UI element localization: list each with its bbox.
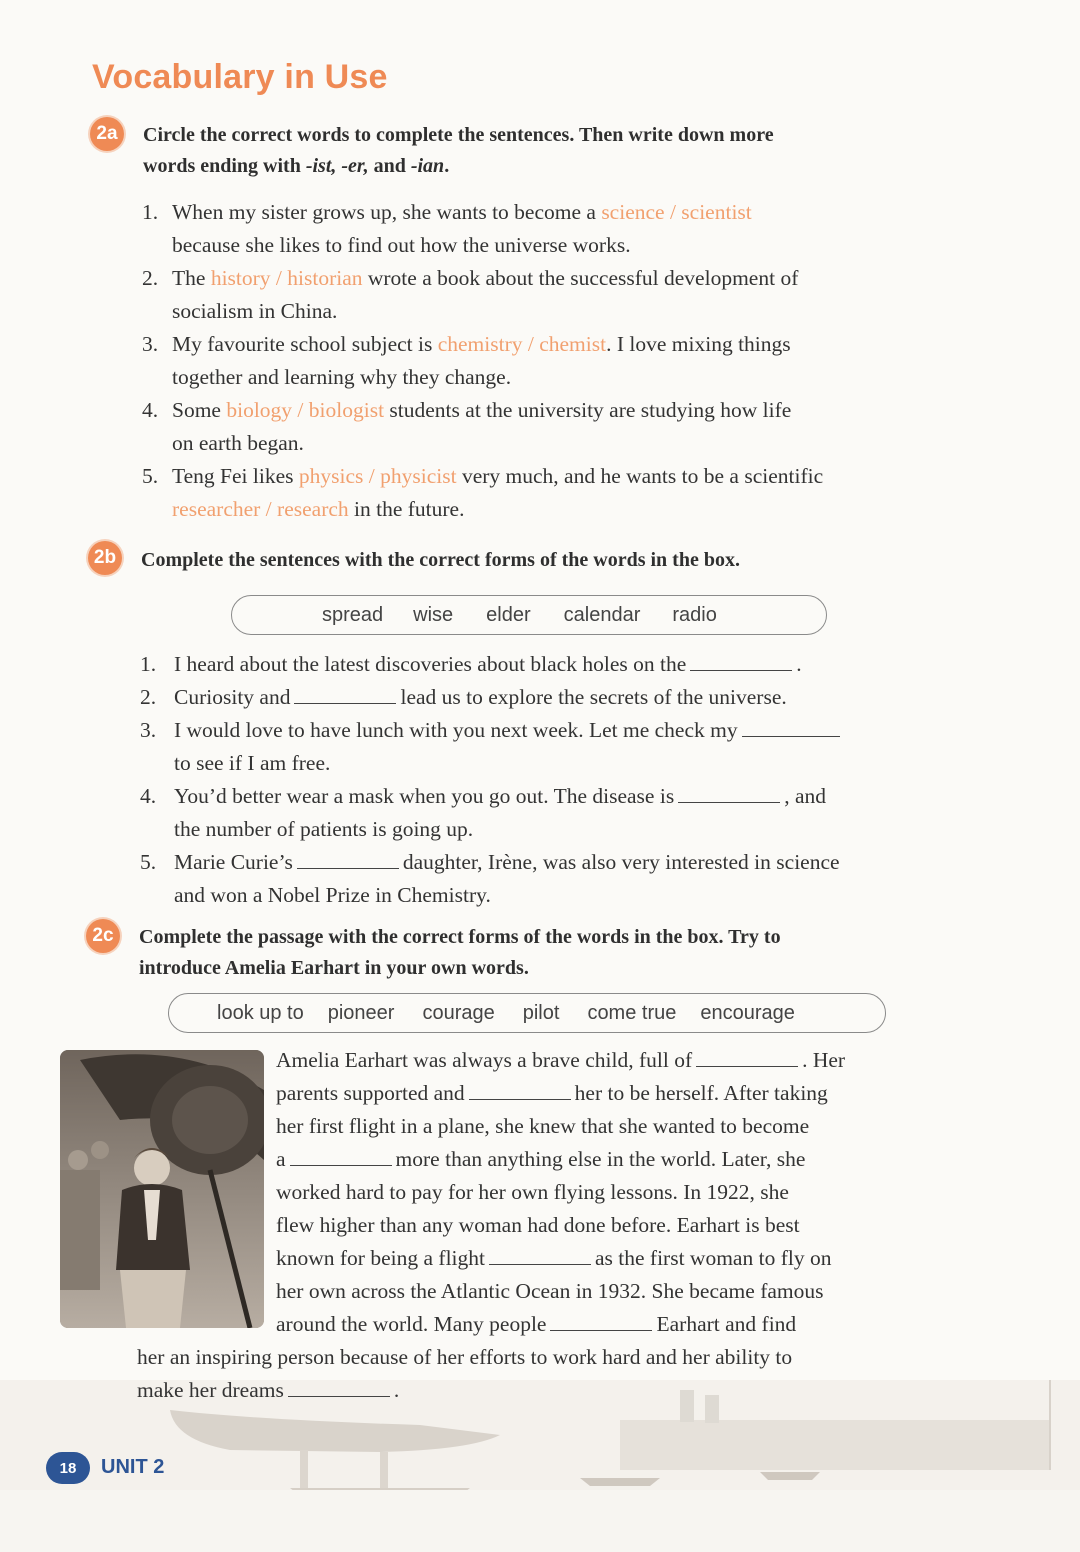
section-title: Vocabulary in Use — [92, 58, 388, 96]
instruction-line: Complete the passage with the correct forms of the words in the box. Try to — [139, 926, 781, 948]
answer-blank[interactable] — [742, 717, 840, 737]
passage-line: make her dreams . — [137, 1378, 400, 1402]
exercise-2a-list — [142, 196, 922, 526]
list-item: 2. The history / historian wrote a book about the successful development of socialism in China. — [142, 266, 799, 323]
instruction-line: introduce Amelia Earhart in your own words. — [139, 957, 529, 979]
word-box-item: calendar — [563, 603, 641, 626]
exercise-2b-instruction: Complete the sentences with the correct forms of the words in the box. — [141, 549, 740, 571]
passage-line: worked hard to pay for her own flying lessons. In 1922, she — [276, 1180, 789, 1204]
earhart-passage-continued — [137, 1341, 917, 1407]
word-box-2b — [231, 595, 827, 635]
word-choice[interactable]: chemistry / chemist — [437, 332, 607, 356]
page-number-badge: 18 — [46, 1452, 90, 1484]
word-box-item: courage — [422, 1001, 495, 1024]
passage-line: her own across the Atlantic Ocean in 1932. She became famous — [276, 1279, 824, 1303]
answer-blank[interactable] — [550, 1311, 652, 1331]
instruction-line: words ending with -ist, -er, and -ian. — [143, 155, 450, 177]
passage-line: known for being a flight as the first woman to fly on — [276, 1246, 832, 1270]
answer-blank[interactable] — [290, 1146, 392, 1166]
exercise-2c-instruction — [139, 922, 939, 984]
list-item: 3. I would love to have lunch with you next week. Let me check my to see if I am free. — [140, 714, 920, 780]
word-box-item: encourage — [700, 1001, 795, 1024]
passage-line: Amelia Earhart was always a brave child, full of . Her — [276, 1048, 846, 1072]
answer-blank[interactable] — [678, 783, 780, 803]
word-choice[interactable]: history / historian — [210, 266, 363, 290]
passage-line: a more than anything else in the world. Later, she — [276, 1147, 806, 1171]
list-item: 4. Some biology / biologist students at the university are studying how life on earth began. — [142, 398, 792, 455]
exercise-badge-2a: 2a — [90, 117, 124, 151]
list-item: 2. Curiosity and lead us to explore the secrets of the universe. — [140, 685, 787, 709]
passage-line: flew higher than any woman had done before. Earhart is best — [276, 1213, 800, 1237]
answer-blank[interactable] — [690, 651, 792, 671]
word-box-item: look up to — [217, 1001, 304, 1024]
word-box-item: spread — [322, 603, 384, 626]
word-box-item: pioneer — [327, 1001, 395, 1024]
word-box-item: pilot — [522, 1001, 560, 1024]
list-item: 1. I heard about the latest discoveries about black holes on the . — [140, 652, 802, 676]
unit-label: UNIT 2 — [101, 1456, 165, 1478]
word-box-2c — [168, 993, 886, 1033]
passage-line: her an inspiring person because of her efforts to work hard and her ability to — [137, 1345, 793, 1369]
answer-blank[interactable] — [288, 1377, 390, 1397]
word-box-item: elder — [486, 603, 531, 626]
amelia-earhart-photo — [60, 1050, 264, 1328]
earhart-passage — [276, 1044, 916, 1341]
exercise-2b-list — [140, 648, 920, 912]
answer-blank[interactable] — [696, 1047, 798, 1067]
list-item: 4. You’d better wear a mask when you go out. The disease is , and the number of patients is going up. — [140, 784, 826, 841]
word-choice[interactable]: physics / physicist — [298, 464, 457, 488]
answer-blank[interactable] — [489, 1245, 591, 1265]
passage-line: around the world. Many people Earhart and find — [276, 1312, 797, 1336]
answer-blank[interactable] — [469, 1080, 571, 1100]
word-choice[interactable]: biology / biologist — [226, 398, 385, 422]
passage-line: her first flight in a plane, she knew that she wanted to become — [276, 1114, 810, 1138]
exercise-badge-2c: 2c — [86, 919, 120, 953]
word-box-item: wise — [413, 603, 454, 626]
passage-line: parents supported and her to be herself. After taking — [276, 1081, 828, 1105]
word-choice[interactable]: researcher / research — [172, 497, 349, 521]
instruction-line: Circle the correct words to complete the sentences. Then write down more — [143, 124, 774, 146]
answer-blank[interactable] — [294, 684, 396, 704]
list-item: 1. When my sister grows up, she wants to become a science / scientist because she likes to find out how the universe works. — [142, 200, 752, 257]
list-item: 5. Marie Curie’s daughter, Irène, was also very interested in science and won a Nobel Prize in Chemistry. — [140, 850, 840, 907]
answer-blank[interactable] — [297, 849, 399, 869]
word-box-item: come true — [587, 1001, 677, 1024]
list-item: 5. Teng Fei likes physics / physicist very much, and he wants to be a scientific researcher / research in the future. — [142, 464, 824, 521]
exercise-2a-instruction — [143, 120, 943, 182]
list-item: 3. My favourite school subject is chemistry / chemist. I love mixing things together and learning why they change. — [142, 332, 791, 389]
word-choice[interactable]: science / scientist — [601, 200, 752, 224]
word-box-item: radio — [672, 603, 717, 626]
exercise-badge-2b: 2b — [88, 541, 122, 575]
